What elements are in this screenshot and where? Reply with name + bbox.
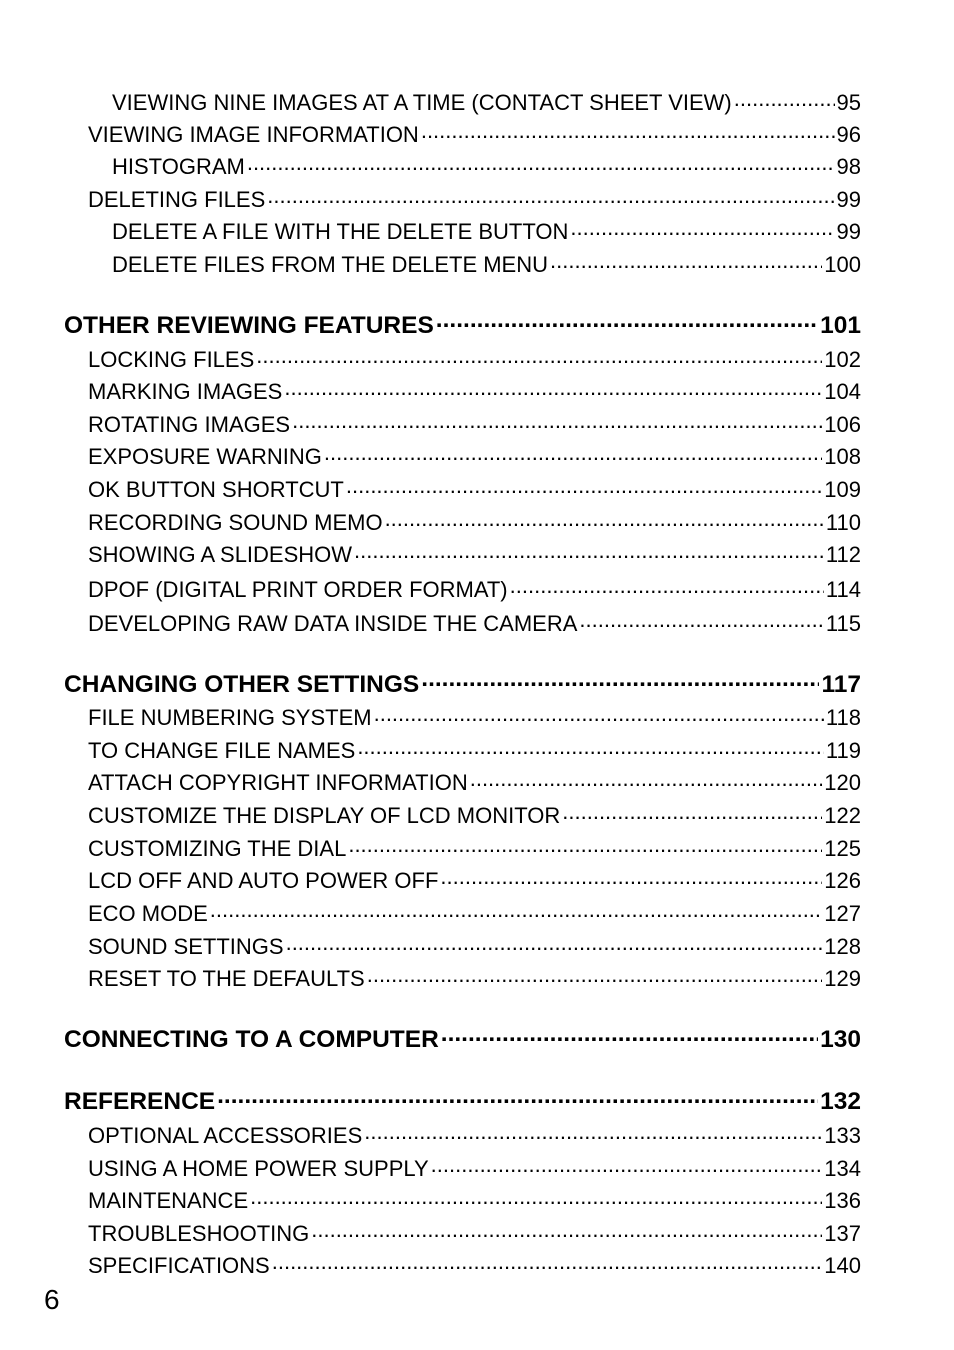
toc-entry-title: CUSTOMIZING THE DIAL — [88, 836, 347, 861]
toc-entry — [88, 1251, 861, 1279]
toc-entry-page: 119 — [825, 738, 861, 763]
toc-entry-title: RESET TO THE DEFAULTS — [88, 966, 365, 991]
toc-entry — [88, 801, 861, 829]
leader-dots — [510, 575, 824, 597]
toc-entry — [88, 736, 861, 764]
toc-entry — [88, 703, 861, 731]
toc-entry — [88, 1154, 861, 1182]
toc-entry-title: VIEWING NINE IMAGES AT A TIME (CONTACT SHEET VIEW) — [112, 90, 732, 115]
toc-entry-title: DELETE A FILE WITH THE DELETE BUTTON — [112, 219, 569, 244]
toc-entry-page: 117 — [821, 670, 861, 698]
toc-entry-page: 99 — [836, 219, 861, 244]
toc-entry-title: TROUBLESHOOTING — [88, 1221, 310, 1246]
toc-entry-page: 108 — [824, 444, 861, 469]
leader-dots — [247, 152, 835, 174]
leader-dots — [385, 508, 824, 530]
toc-entry — [88, 410, 861, 438]
toc-entry-title: DELETING FILES — [88, 187, 266, 212]
toc-entry-title: CONNECTING TO A COMPUTER — [64, 1025, 439, 1053]
leader-dots — [734, 88, 835, 110]
toc-entry-page: 100 — [824, 252, 861, 277]
leader-dots — [292, 410, 822, 432]
leader-dots — [346, 475, 822, 497]
toc-entry — [88, 508, 861, 536]
leader-dots — [562, 801, 822, 823]
toc-entry-title: LCD OFF AND AUTO POWER OFF — [88, 868, 439, 893]
toc-entry-title: CHANGING OTHER SETTINGS — [64, 670, 420, 698]
toc-section-heading — [64, 1084, 861, 1116]
toc-entry-page: 120 — [824, 770, 861, 795]
toc-entry-title: SPECIFICATIONS — [88, 1253, 270, 1278]
toc-entry — [88, 932, 861, 960]
toc-entry — [88, 377, 861, 405]
toc-entry-title: FILE NUMBERING SYSTEM — [88, 705, 372, 730]
toc-entry-page: 101 — [820, 311, 861, 339]
toc-entry-title: ECO MODE — [88, 901, 208, 926]
toc-entry — [88, 899, 861, 927]
toc-entry-title: TO CHANGE FILE NAMES — [88, 738, 356, 763]
leader-dots — [217, 1084, 818, 1109]
toc-entry — [88, 768, 861, 796]
leader-dots — [311, 1219, 822, 1241]
toc-entry — [112, 88, 861, 116]
toc-entry-title: DELETE FILES FROM THE DELETE MENU — [112, 252, 549, 277]
leader-dots — [210, 899, 822, 921]
toc-entry-page: 118 — [825, 705, 861, 730]
leader-dots — [436, 308, 818, 333]
toc-entry — [88, 185, 861, 213]
toc-entry-title: MARKING IMAGES — [88, 379, 283, 404]
toc-entry-page: 115 — [825, 611, 861, 636]
toc-entry-page: 137 — [824, 1221, 861, 1246]
toc-entry-page: 106 — [824, 412, 861, 437]
leader-dots — [348, 834, 822, 856]
leader-dots — [421, 667, 819, 692]
toc-entry — [88, 575, 861, 603]
toc-entry-page: 99 — [836, 187, 861, 212]
leader-dots — [250, 1186, 822, 1208]
toc-entry-page: 98 — [836, 154, 861, 179]
leader-dots — [431, 1154, 823, 1176]
toc-entry — [88, 609, 861, 637]
toc-entry-page: 134 — [824, 1156, 861, 1181]
leader-dots — [421, 120, 835, 142]
leader-dots — [550, 250, 822, 272]
toc-entry-title: ROTATING IMAGES — [88, 412, 291, 437]
toc-entry — [112, 250, 861, 278]
toc-entry-title: ATTACH COPYRIGHT INFORMATION — [88, 770, 468, 795]
toc-entry — [88, 345, 861, 373]
toc-section-heading — [64, 667, 861, 699]
toc-entry-title: OPTIONAL ACCESSORIES — [88, 1123, 363, 1148]
toc-entry-title: RECORDING SOUND MEMO — [88, 510, 383, 535]
leader-dots — [354, 540, 824, 562]
toc-entry — [88, 834, 861, 862]
toc-entry — [88, 475, 861, 503]
toc-entry-title: USING A HOME POWER SUPPLY — [88, 1156, 429, 1181]
toc-entry-page: 104 — [824, 379, 861, 404]
toc-entry-page: 126 — [824, 868, 861, 893]
leader-dots — [256, 345, 822, 367]
toc-entry-title: REFERENCE — [64, 1087, 216, 1115]
toc-entry — [88, 1186, 861, 1214]
leader-dots — [364, 1121, 822, 1143]
toc-entry-title: SHOWING A SLIDESHOW — [88, 542, 353, 567]
toc-entry-page: 112 — [825, 542, 861, 567]
toc-entry — [88, 1121, 861, 1149]
toc-entry — [88, 866, 861, 894]
toc-entry-page: 129 — [824, 966, 861, 991]
leader-dots — [367, 964, 823, 986]
toc-entry-page: 136 — [824, 1188, 861, 1213]
toc-entry-title: OK BUTTON SHORTCUT — [88, 477, 344, 502]
page-number: 6 — [44, 1284, 60, 1315]
toc-entry-page: 132 — [820, 1087, 861, 1115]
toc-entry-page: 102 — [824, 347, 861, 372]
toc-entry-page: 128 — [824, 934, 861, 959]
leader-dots — [470, 768, 823, 790]
leader-dots — [441, 1022, 818, 1047]
toc-entry-page: 109 — [824, 477, 861, 502]
toc-entry — [88, 540, 861, 568]
toc-entry-title: CUSTOMIZE THE DISPLAY OF LCD MONITOR — [88, 803, 561, 828]
toc-entry-page: 114 — [825, 577, 861, 602]
toc-entry-title: LOCKING FILES — [88, 347, 255, 372]
leader-dots — [579, 609, 824, 631]
leader-dots — [357, 736, 824, 758]
toc-entry — [88, 120, 861, 148]
toc-entry-page: 133 — [824, 1123, 861, 1148]
toc-entry-page: 96 — [836, 122, 861, 147]
toc-entry-page: 127 — [824, 901, 861, 926]
leader-dots — [324, 442, 822, 464]
toc-entry-page: 140 — [824, 1253, 861, 1278]
toc-entry — [88, 964, 861, 992]
toc-entry-page: 130 — [820, 1025, 861, 1053]
toc-entry-title: SOUND SETTINGS — [88, 934, 284, 959]
toc-entry-title: VIEWING IMAGE INFORMATION — [88, 122, 419, 147]
leader-dots — [374, 703, 824, 725]
toc-entry — [112, 217, 861, 245]
toc-entry — [88, 442, 861, 470]
toc-entry — [88, 1219, 861, 1247]
leader-dots — [570, 217, 834, 239]
toc-entry-title: DEVELOPING RAW DATA INSIDE THE CAMERA — [88, 611, 578, 636]
toc-entry-page: 125 — [824, 836, 861, 861]
leader-dots — [284, 377, 822, 399]
leader-dots — [286, 932, 823, 954]
toc-entry-title: OTHER REVIEWING FEATURES — [64, 311, 434, 339]
toc-entry-title: HISTOGRAM — [112, 154, 245, 179]
toc-section-heading — [64, 308, 861, 340]
toc-entry — [112, 152, 861, 180]
toc-entry-title: EXPOSURE WARNING — [88, 444, 322, 469]
toc-entry-page: 122 — [824, 803, 861, 828]
toc-entry-title: MAINTENANCE — [88, 1188, 249, 1213]
toc-section-heading — [64, 1022, 861, 1054]
leader-dots — [267, 185, 834, 207]
toc-entry-title: DPOF (DIGITAL PRINT ORDER FORMAT) — [88, 577, 508, 602]
leader-dots — [440, 866, 822, 888]
toc-entry-page: 110 — [825, 510, 861, 535]
toc-entry-page: 95 — [836, 90, 861, 115]
leader-dots — [272, 1251, 823, 1273]
